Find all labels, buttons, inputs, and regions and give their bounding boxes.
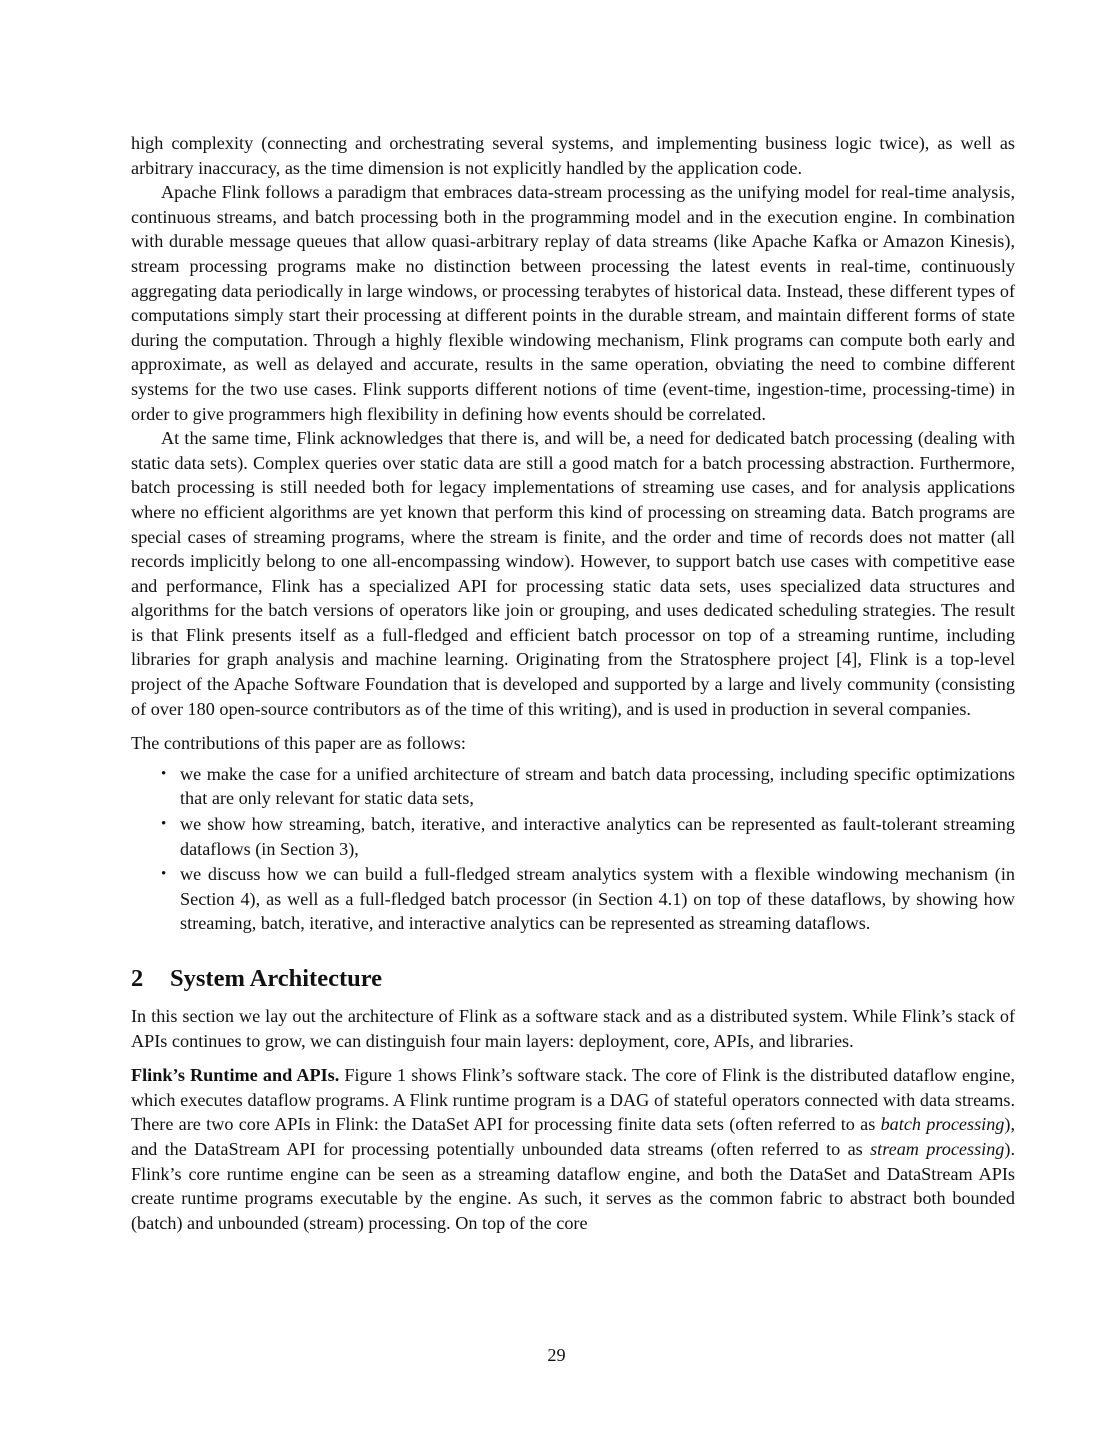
page-body bbox=[131, 131, 1015, 1235]
bullet-icon: • bbox=[161, 866, 167, 883]
emphasis-batch-processing: batch processing bbox=[880, 1114, 1005, 1135]
bullet-icon: • bbox=[161, 765, 167, 782]
section-heading bbox=[131, 964, 1015, 994]
contribution-text: we show how streaming, batch, iterative, and interactive analytics can be represented as fault-tolerant streaming dataflows (in Section 3), bbox=[180, 814, 1015, 859]
runin-heading: Flink’s Runtime and APIs. bbox=[131, 1065, 340, 1086]
section-number: 2 bbox=[131, 965, 144, 992]
contribution-item bbox=[161, 812, 1015, 861]
bullet-icon: • bbox=[161, 816, 167, 833]
page-number: 29 bbox=[547, 1345, 566, 1365]
contribution-item bbox=[161, 862, 1015, 936]
contribution-text: we make the case for a unified architecture of stream and batch data processing, including specific optimizations that are only relevant for static data sets, bbox=[180, 763, 1015, 809]
paragraph-runtime-apis bbox=[131, 1063, 1015, 1235]
paragraph-batch-processing: At the same time, Flink acknowledges that there is, and will be, a need for dedicated batch processing (dealing with static data sets). Complex queries over static data are still a good match for a batch processing abstraction. Furthermore, batch processing is still needed both for legacy implementations of streaming use cases, and for analysis applications where no efficient algorithms are yet known that perform this kind of processing on streaming data. Batch programs are special cases of streaming programs, where the stream is finite, and the order and time of records does not matter (all records implicitly belong to one all-encompassing window). However, to support batch use cases with competitive ease and performance, Flink has a specialized API for processing static data sets, uses specialized data structures and algorithms for the batch versions of operators like join or grouping, and uses dedicated scheduling strategies. The result is that Flink presents itself as a full-fledged and efficient batch processor on top of a streaming runtime, including libraries for graph analysis and machine learning. Originating from the Stratosphere project [4], Flink is a top-level project of the Apache Software Foundation that is developed and supported by a large and lively community (consisting of over 180 open-source contributors as of the time of this writing), and is used in production in several companies. bbox=[131, 428, 1015, 719]
section-title: System Architecture bbox=[170, 965, 383, 992]
contributions-intro: The contributions of this paper are as follows: bbox=[131, 733, 466, 754]
runtime-text-2: ), and the DataStream API for processing potentially unbounded data streams (often referred to as bbox=[131, 1114, 1015, 1159]
contribution-item bbox=[161, 762, 1015, 811]
contributions-list bbox=[131, 762, 1015, 936]
paragraph-continuation: high complexity (connecting and orchestrating several systems, and implementing business logic twice), as well as arbitrary inaccuracy, as the time dimension is not explicitly handled by the application code. bbox=[131, 133, 1015, 178]
runtime-text-1: Figure 1 shows Flink’s software stack. The core of Flink is the distributed dataflow engine, which executes dataflow programs. A Flink runtime program is a DAG of stateful operators connected with data streams. There are two core APIs in Flink: the DataSet API for processing finite data sets (often referred to as bbox=[131, 1065, 1016, 1135]
paragraph-flink-paradigm: Apache Flink follows a paradigm that embraces data-stream processing as the unifying model for real-time analysis, continuous streams, and batch processing both in the programming model and in the execution engine. In combination with durable message queues that allow quasi-arbitrary replay of data streams (like Apache Kafka or Amazon Kinesis), stream processing programs make no distinction between processing the latest events in real-time, continuously aggregating data periodically in large windows, or processing terabytes of historical data. Instead, these different types of computations simply start their processing at different points in the durable stream, and maintain different forms of state during the computation. Through a highly flexible windowing mechanism, Flink programs can compute both early and approximate, as well as delayed and accurate, results in the same operation, obviating the need to combine different systems for the two use cases. Flink supports different notions of time (event-time, ingestion-time, processing-time) in order to give programmers high flexibility in defining how events should be correlated. bbox=[131, 182, 1015, 424]
contribution-text: we discuss how we can build a full-fledged stream analytics system with a flexible windowing mechanism (in Section 4), as well as a full-fledged batch processor (in Section 4.1) on top of these dataflows, by showing how streaming, batch, iterative, and interactive analytics can be represented as streaming dataflows. bbox=[180, 864, 1015, 934]
runtime-text-3: ). Flink’s core runtime engine can be seen as a streaming dataflow engine, and both the DataSet and DataStream APIs create runtime programs executable by the engine. As such, it serves as the common fabric to abstract both bounded (batch) and unbounded (stream) processing. On top of the core bbox=[131, 1138, 1016, 1233]
emphasis-stream-processing: stream processing bbox=[870, 1138, 1005, 1159]
section-intro: In this section we lay out the architecture of Flink as a software stack and as a distributed system. While Flink’s stack of APIs continues to grow, we can distinguish four main layers: deployment, core, APIs, and libraries. bbox=[131, 1006, 1015, 1051]
